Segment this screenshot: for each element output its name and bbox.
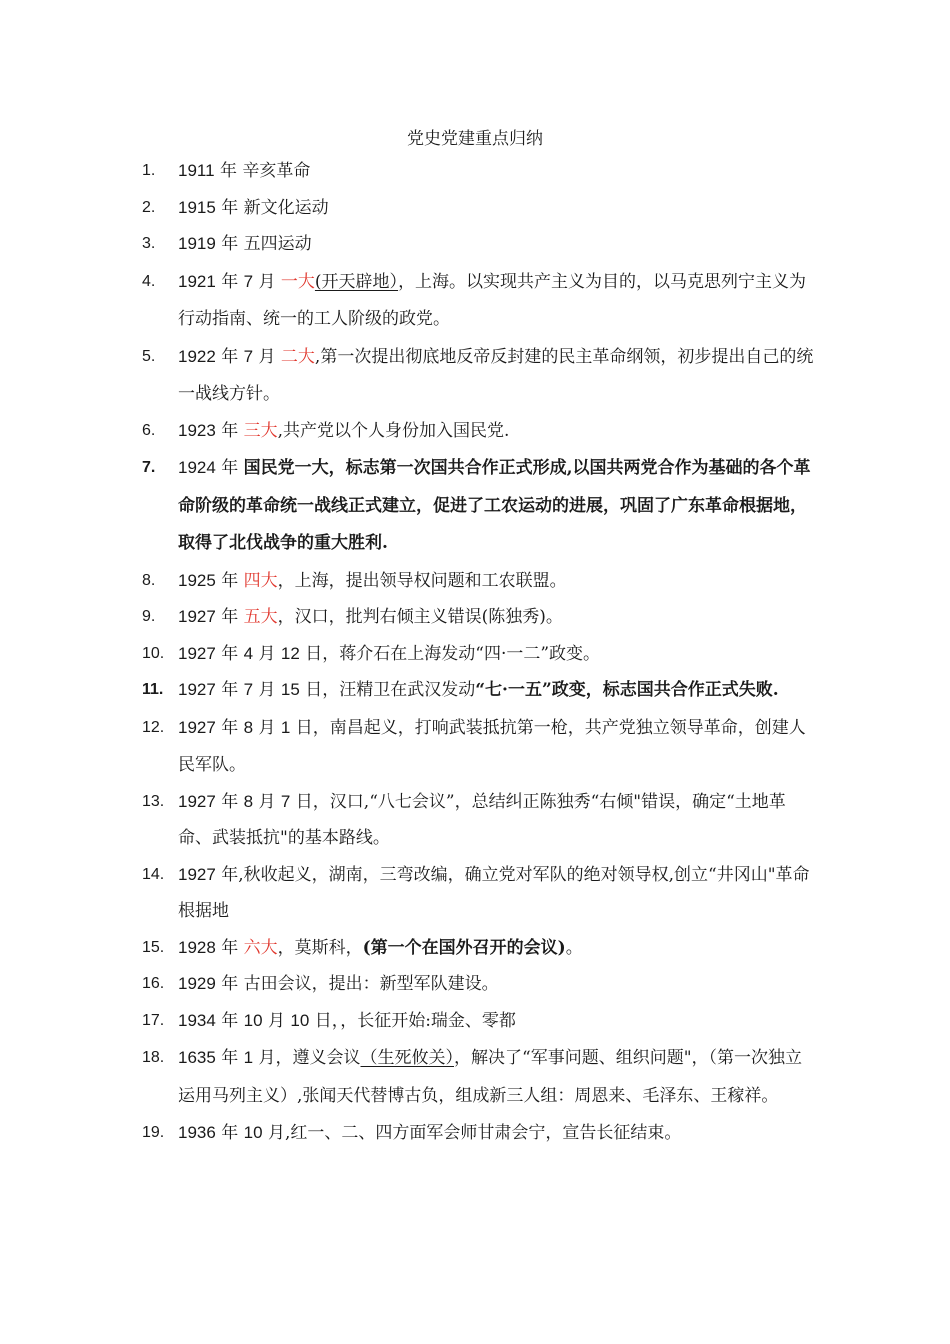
list-item-number: 19. — [142, 1124, 165, 1141]
text-segment: 月 — [253, 680, 281, 700]
list-item — [0, 226, 950, 263]
list-item-text — [178, 563, 814, 600]
list-item-number: 1. — [142, 162, 156, 179]
text-segment: 年 — [215, 1010, 244, 1031]
text-segment: ，莫斯科， — [277, 937, 363, 958]
list-item-text — [178, 966, 814, 1003]
text-segment: 1927 — [178, 864, 216, 884]
text-segment: 年 — [215, 607, 244, 627]
text-segment: 1923 — [178, 420, 216, 440]
list-item-number: 8. — [142, 571, 156, 589]
list-item-text — [178, 599, 814, 636]
congress-name: 四大 — [243, 570, 278, 591]
list-item-text — [178, 930, 814, 967]
text-segment: 年 新文化运动 — [215, 197, 329, 218]
event-list — [0, 153, 950, 1152]
list-item — [0, 599, 950, 636]
list-item — [0, 784, 950, 857]
text-segment: 7 — [243, 271, 254, 291]
text-segment: 10 — [290, 1010, 310, 1030]
list-item-text — [178, 1115, 814, 1152]
list-item-number: 10. — [142, 644, 165, 662]
text-segment: 12 — [280, 643, 300, 663]
list-item-text — [178, 226, 814, 263]
text-segment: 1929 — [178, 974, 216, 993]
list-item-text — [178, 338, 814, 413]
text-segment: 1936 — [178, 1123, 216, 1142]
text-segment: ,共产党以个人身份加入国民党. — [277, 420, 510, 441]
list-item-text — [178, 857, 814, 930]
list-item — [0, 190, 950, 227]
text-segment: 1934 — [178, 1010, 216, 1030]
text-segment: 月 — [253, 643, 281, 664]
text-segment: 年 — [215, 937, 244, 958]
emphasis-text: “七·一五”政变，标志国共合作正式失败. — [475, 680, 779, 700]
text-segment: 年 — [215, 791, 244, 812]
text-segment: 1915 — [178, 197, 216, 217]
text-segment: 15 — [280, 680, 300, 699]
text-segment: 年 五四运动 — [215, 234, 312, 254]
text-segment: ,第一次提出彻底地反帝反封建的民主革命纲领，初步提出自己的统一战线方针。 — [178, 346, 814, 404]
text-segment: 1 — [243, 1048, 254, 1067]
text-segment: 年 — [215, 643, 244, 664]
text-segment: 10 — [243, 1010, 263, 1030]
text-segment: 1635 — [178, 1048, 216, 1067]
congress-name: 二大 — [280, 346, 315, 367]
list-item-number: 11. — [142, 681, 164, 698]
list-item — [0, 1003, 950, 1040]
text-segment: 1924 — [178, 458, 216, 477]
text-segment: 年 — [215, 717, 244, 738]
list-item — [0, 709, 950, 784]
text-segment: 1925 — [178, 570, 216, 590]
text-segment: 7 — [243, 680, 254, 699]
text-segment: 1927 — [178, 643, 216, 663]
text-segment: 年 古田会议，提出：新型军队建设。 — [215, 974, 499, 994]
text-segment: 1921 — [178, 271, 216, 291]
list-item — [0, 338, 950, 413]
emphasis-text: (第一个在国外召开的会议) — [362, 937, 566, 958]
list-item-text — [178, 636, 814, 673]
list-item — [0, 153, 950, 190]
congress-name: 六大 — [243, 937, 278, 958]
text-segment: ，汉口，批判右倾主义错误(陈独秀)。 — [277, 607, 563, 627]
list-item-number: 18. — [142, 1049, 165, 1066]
text-segment: 1911 — [178, 161, 215, 180]
text-segment: 月,红一、二、四方面军会师甘肃会宁，宣告长征结束。 — [262, 1123, 682, 1143]
text-segment: ，上海。以实现共产主义为目的，以马克思列宁主义为行动指南、统一的工人阶级的政党。 — [178, 271, 807, 329]
list-item-text — [178, 449, 814, 563]
text-segment: 年 — [215, 420, 244, 441]
list-item-number: 3. — [142, 235, 156, 252]
text-segment: 月，遵义会议 — [253, 1048, 361, 1068]
list-item-text — [178, 190, 814, 227]
list-item-text — [178, 672, 814, 709]
text-segment: 月 — [253, 791, 281, 812]
text-segment: 年 — [215, 1123, 244, 1143]
text-segment: 月 — [253, 717, 281, 738]
text-segment: 1927 — [178, 680, 216, 699]
text-segment: 1927 — [178, 717, 216, 737]
text-segment: 年 — [215, 570, 244, 591]
list-item-number: 16. — [142, 975, 165, 992]
text-segment: 日，南昌起义，打响武装抵抗第一枪，共产党独立领导革命，创建人民军队。 — [178, 717, 806, 775]
text-segment: 年 — [215, 271, 244, 292]
text-segment: 月 — [253, 271, 281, 292]
list-item-number: 7. — [142, 459, 156, 476]
text-segment: 1927 — [178, 791, 216, 811]
list-item-number: 15. — [142, 938, 165, 956]
underlined-note: (开天辟地） — [314, 271, 399, 292]
list-item-number: 17. — [142, 1011, 165, 1029]
text-segment: 1922 — [178, 346, 216, 366]
list-item-number: 6. — [142, 421, 156, 439]
text-segment: 年 — [215, 680, 244, 700]
list-item-text — [178, 784, 814, 857]
list-item-number: 12. — [142, 718, 165, 736]
text-segment: 1 — [280, 717, 291, 737]
text-segment: 年 — [215, 1048, 244, 1068]
text-segment: 8 — [243, 717, 254, 737]
congress-name: 五大 — [243, 607, 278, 627]
text-segment: ，上海，提出领导权问题和工农联盟。 — [277, 570, 567, 591]
list-item — [0, 966, 950, 1003]
document-title: 党史党建重点归纳 — [407, 129, 543, 149]
congress-name: 一大 — [280, 271, 315, 292]
list-item — [0, 1115, 950, 1152]
text-segment: 日，，长征开始:瑞金、零都 — [309, 1010, 516, 1031]
text-segment: 年 — [215, 458, 244, 478]
text-segment: 4 — [243, 643, 254, 663]
list-item — [0, 449, 950, 563]
text-segment: 1927 — [178, 607, 216, 626]
list-item-text — [178, 709, 814, 784]
text-segment: 年 辛亥革命 — [214, 161, 311, 181]
text-segment: 日，蒋介石在上海发动“四·一二”政变。 — [299, 643, 601, 664]
text-segment: 7 — [243, 346, 254, 366]
list-item-number: 9. — [142, 608, 156, 625]
list-item-text — [178, 153, 814, 190]
list-item-number: 13. — [142, 792, 165, 810]
text-segment: 年 — [215, 346, 244, 367]
list-item-text — [178, 413, 814, 450]
text-segment: 1928 — [178, 937, 216, 957]
list-item-text — [178, 263, 814, 338]
text-segment: 8 — [243, 791, 254, 811]
text-segment: 日，汉口,“八七会议”，总结纠正陈独秀“右倾"错误，确定“土地革命、武装抵抗"的基本路线。 — [178, 791, 786, 848]
list-item — [0, 1039, 950, 1115]
list-item-number: 14. — [142, 865, 165, 883]
list-item — [0, 263, 950, 338]
list-item-number: 4. — [142, 272, 156, 290]
list-item — [0, 563, 950, 600]
text-segment: 年,秋收起义，湖南，三弯改编，确立党对军队的绝对领导权,创立“井冈山"革命根据地 — [178, 864, 810, 921]
list-item-text — [178, 1039, 814, 1115]
text-segment: ，解决了“军事问题、组织问题"，（第一次独立运用马列主义）,张闻天代替博古负，组成新三人组：周恩来、毛泽东、王稼祥。 — [178, 1048, 803, 1106]
list-item-text — [178, 1003, 814, 1040]
text-segment: 7 — [280, 791, 291, 811]
list-item-number: 5. — [142, 347, 156, 365]
underlined-note: （生死攸关） — [360, 1048, 455, 1068]
text-segment: 日，汪精卫在武汉发动 — [299, 680, 476, 700]
text-segment: 10 — [243, 1123, 263, 1142]
text-segment: 月 — [262, 1010, 291, 1031]
list-item-number: 2. — [142, 198, 156, 216]
list-item — [0, 636, 950, 673]
text-segment: 1919 — [178, 234, 216, 253]
emphasis-text: 国民党一大，标志第一次国共合作正式形成,以国共两党合作为基础的各个革命阶级的革命统一战线正式建立，促进了工农运动的进展，巩固了广东革命根据地，取得了北伐战争的重大胜利. — [178, 458, 811, 553]
congress-name: 三大 — [243, 420, 278, 441]
text-segment: 月 — [253, 346, 281, 367]
list-item — [0, 857, 950, 930]
list-item — [0, 930, 950, 967]
list-item — [0, 672, 950, 709]
text-segment: 。 — [565, 937, 583, 958]
list-item — [0, 413, 950, 450]
